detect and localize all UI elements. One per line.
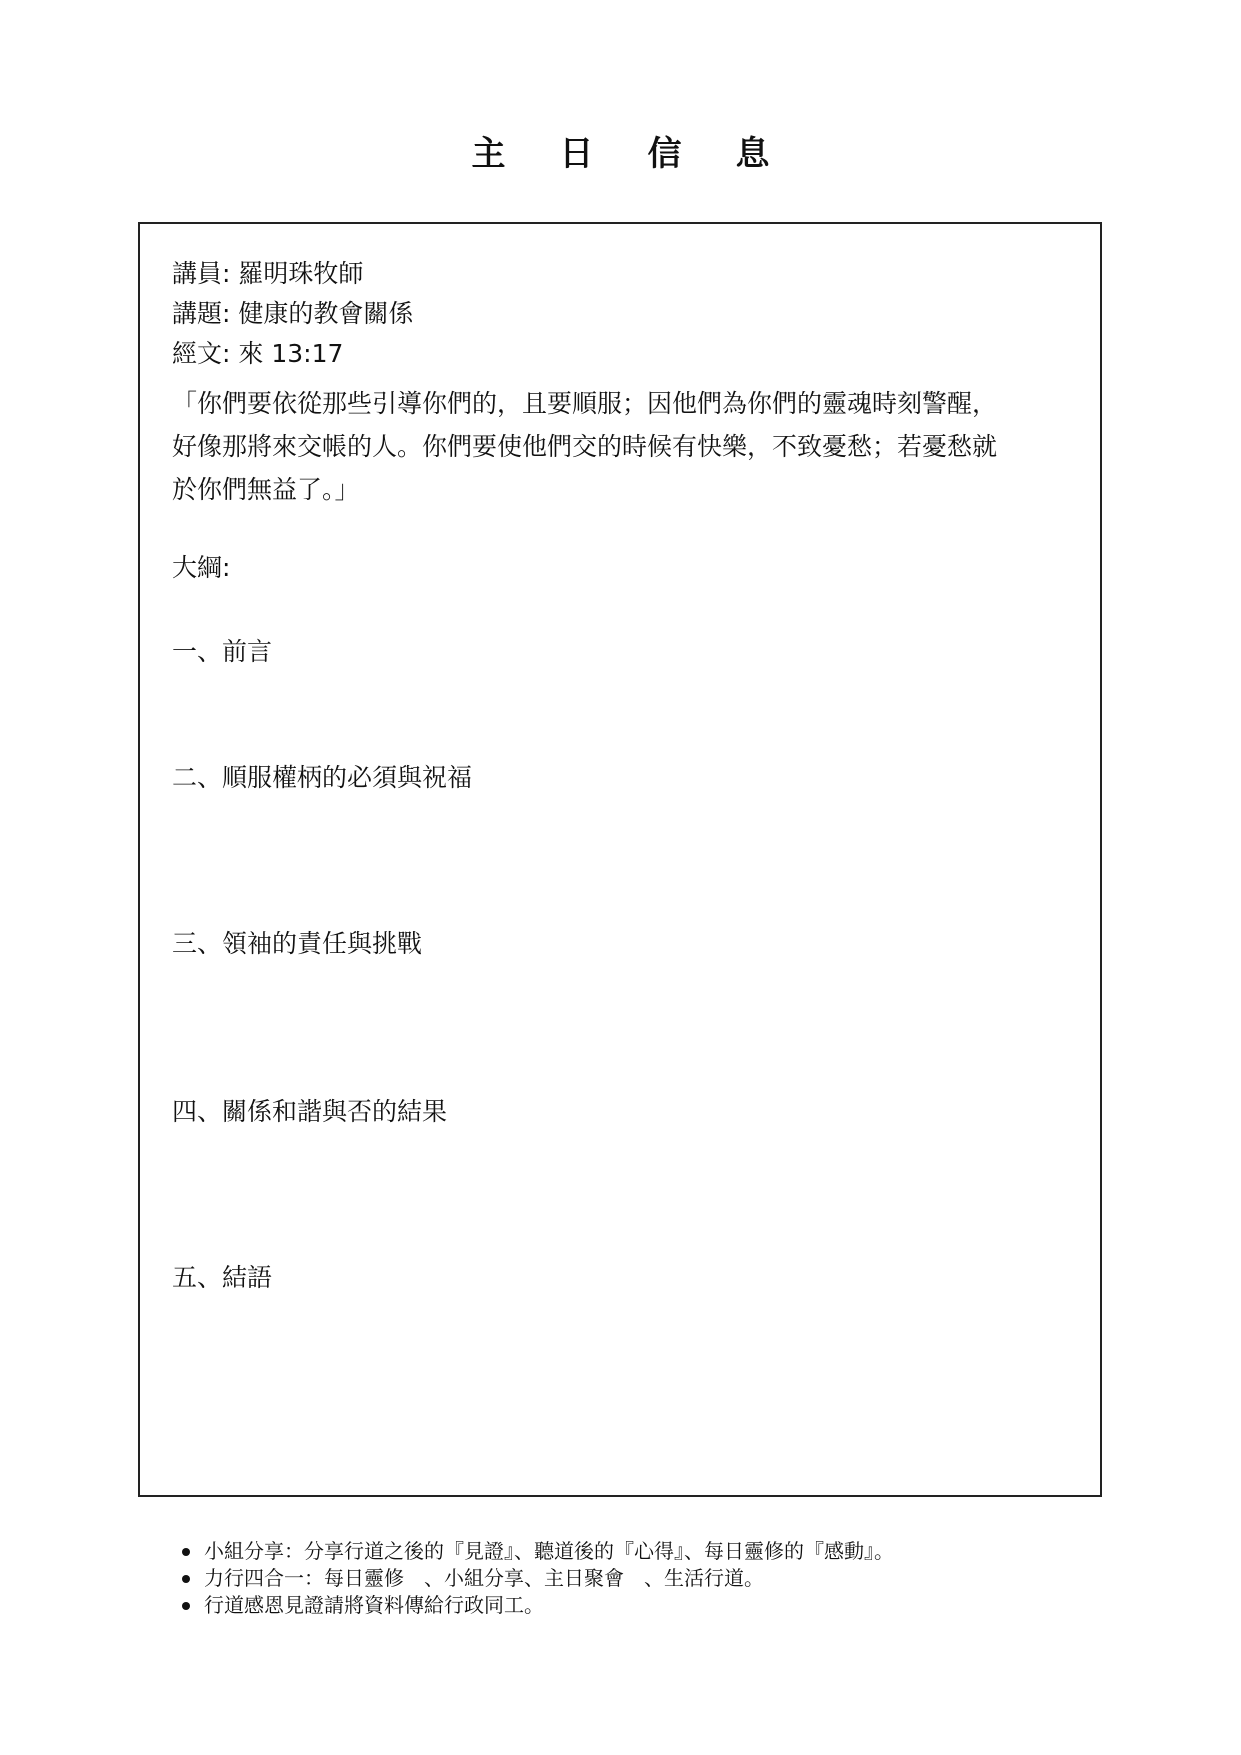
topic-label: 講題: bbox=[172, 299, 231, 328]
speaker-line bbox=[172, 254, 363, 294]
note-text: 行道感恩見證請將資料傳給行政同工。 bbox=[204, 1593, 544, 1617]
outline-item-conclusion: 五、結語 bbox=[172, 1263, 273, 1292]
outline-item-submission: 二、順服權柄的必須與祝福 bbox=[172, 763, 473, 792]
topic-value: 健康的教會關係 bbox=[238, 299, 414, 328]
outline-item-intro: 一、前言 bbox=[172, 637, 273, 666]
bullet-icon bbox=[182, 1575, 190, 1583]
sermon-box bbox=[138, 222, 1102, 1497]
topic-line bbox=[172, 294, 413, 334]
scripture-verse bbox=[172, 382, 1072, 511]
bullet-icon bbox=[182, 1548, 190, 1556]
outline-label: 大綱: bbox=[172, 553, 231, 582]
outline-item-leadership: 三、領袖的責任與挑戰 bbox=[172, 929, 423, 958]
outline-item-harmony: 四、關係和諧與否的結果 bbox=[172, 1097, 448, 1126]
note-item bbox=[180, 1565, 894, 1592]
page-title: 主日信息 bbox=[471, 134, 824, 174]
notes-list bbox=[180, 1538, 894, 1619]
bullet-icon bbox=[182, 1602, 190, 1610]
speaker-value: 羅明珠牧師 bbox=[238, 259, 364, 288]
verse-line: 「你們要依從那些引導你們的，且要順服；因他們為你們的靈魂時刻警醒， bbox=[172, 389, 998, 418]
scripture-line bbox=[172, 334, 343, 374]
note-item bbox=[180, 1592, 894, 1619]
note-text: 小組分享：分享行道之後的『見證』、聽道後的『心得』、每日靈修的『感動』。 bbox=[204, 1539, 894, 1563]
verse-line: 好像那將來交帳的人。你們要使他們交的時候有快樂，不致憂愁；若憂愁就 bbox=[172, 432, 998, 461]
scripture-value: 來 13:17 bbox=[238, 339, 344, 368]
speaker-label: 講員: bbox=[172, 259, 231, 288]
note-item bbox=[180, 1538, 894, 1565]
note-text: 力行四合一：每日靈修 、小組分享、主日聚會 、生活行道。 bbox=[204, 1566, 764, 1590]
verse-line: 於你們無益了。」 bbox=[172, 475, 360, 504]
scripture-label: 經文: bbox=[172, 339, 231, 368]
